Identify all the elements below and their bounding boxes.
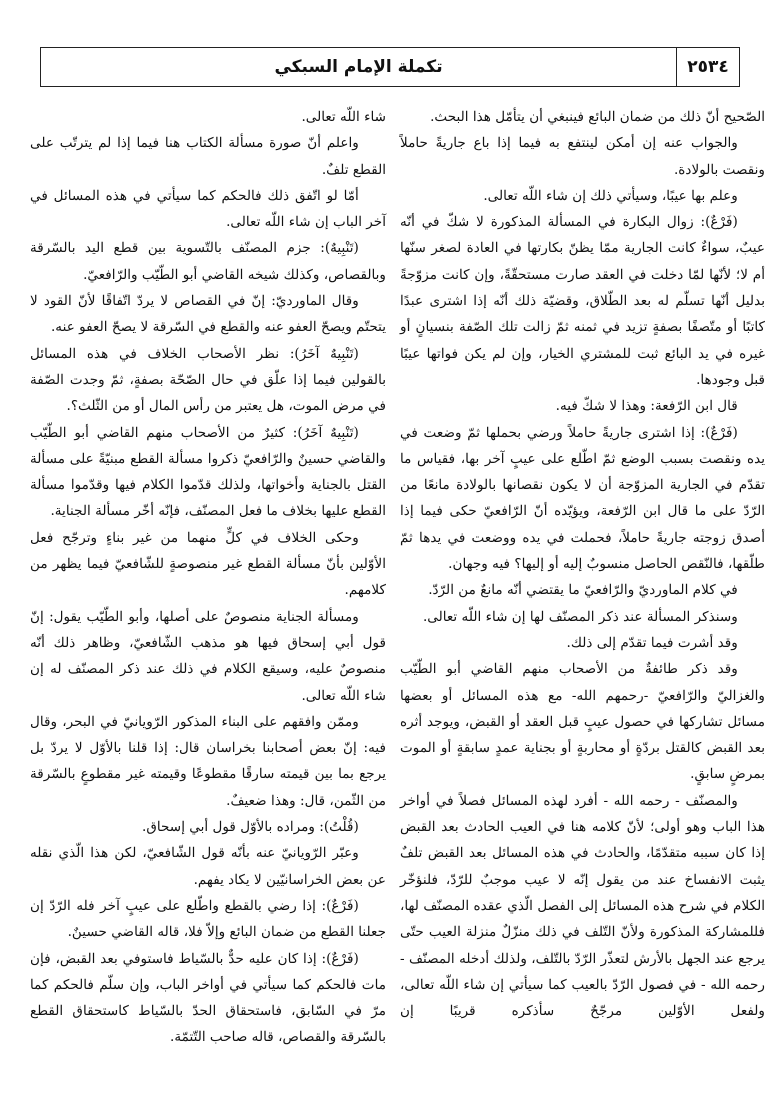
page-number: ٢٥٣٤: [676, 48, 739, 86]
paragraph: شاء اللّه تعالى.: [301, 109, 386, 125]
book-title: تكملة الإمام السبكي: [274, 57, 443, 77]
paragraph: واعلم أنّ صورة مسألة الكتاب هنا فيما إذا لم يترتّب على القطع تلفٌ.: [30, 135, 386, 178]
paragraph: (تَنْبِيهٌ آخَرُ): نظر الأصحاب الخلاف في هذه المسائل بالقولين فيما إذا علّق في حال الصّحّة بصفةٍ، ثمّ وجدت الصّفة في مرض الموت، هل يعتبر من رأس المال أو من الثّلث؟.: [30, 345, 386, 415]
paragraph: وقد أشرت فيما تقدّم إلى ذلك.: [566, 634, 738, 651]
paragraph: ومسألة الجناية منصوصٌ على أصلها، وأبو الطّيّب يقول: إنّ قول أبي إسحاق فيها هو مذهب الشّافعيّ، وظاهر ذلك أنّه منصوصٌ عليه، وسيقع الكلام في ذلك عند ذكر المصنّف له إن شاء اللّه تعالى.: [30, 608, 386, 704]
paragraph: في كلام الماورديّ والرّافعيّ ما يقتضي أنّه مانعٌ من الرّدّ.: [428, 582, 738, 599]
paragraph: (فَرْعٌ): إذا كان عليه حدٌّ بالسّياط فاستوفي بعد القبض، فإن مات فالحكم كما سيأتي في أواخر الباب، وإن سلّم فالحكم كما مرّ في السّابق، فاستحقاق الحدّ بالسّياط كاستحقاق القطع بالسّرقة والقصاص، قاله صاحب التّتمّة.: [30, 950, 386, 1046]
paragraph: وحكى الخلاف في كلٍّ منهما من غير بناءٍ وترجّح فعل الأوّلين بأنّ مسألة القطع غير منصوصةٍ للشّافعيّ فيما يظهر من كلامهم.: [30, 529, 386, 599]
paragraph: والمصنّف - رحمه الله - أفرد لهذه المسائل فصلاً في أواخر هذا الباب وهو أولى؛ لأنّ كلامه هنا في العيب الحادث بعد القبض إذا كان سببه متقدّمًا، والحادث في هذه المسائل بعد القبض تلفٌ يثبت الانفساخ عند من يقول إنّه لا عيب موجبٌ للرّدّ، فلنؤخّر الكلام في شرح هذه المسائل إلى الفصل الّذي عقده المصنّف لها، فللمشاركة المذكورة ولأنّ التّلف في ذلك منزّلٌ منزلة العيب حتّى يرجع عند الجهل بالأرش لتعذّر الرّدّ بالتّلف، ولذلك أدخله المصنّف - رحمه الله - في فصول الرّدّ بالعيب كما سيأتي إن شاء اللّه تعالى، ولفعل الأوّلين مرجّحٌ سأذكره قريبًا إن: [400, 792, 765, 1020]
paragraph: وعبّر الرّويانيّ عنه بأنّه قول الشّافعيّ، لكن هذا الّذي نقله عن بعض الخراسانيّين لا يكاد يفهم.: [30, 845, 386, 888]
paragraph: (فَرْعٌ): إذا اشترى جاريةً حاملاً ورضي بحملها ثمّ وضعت في يده ونقصت بسبب الوضع ثمّ اطّلع على عيبٍ آخر بها، فقياس ما تقدّم في الجارية المزوّجة أن لا يكون نقصانها بالولادة مانعًا من الرّدّ على ما قال ابن الرّفعة، ويؤيّده أنّ الرّافعيّ حكى فيما إذا أصدق زوجته جاريةً حاملاً، فحملت في يده ووضعت في يدها ثمّ طلّقها، فالنّقص الحاصل منسوبٌ إليه أو إليها؟ فيه وجهان.: [400, 424, 765, 573]
paragraph: (فَرْعٌ): زوال البكارة في المسألة المذكورة لا شكّ في أنّه عيبٌ، سواءٌ كانت الجارية ممّا يظنّ بكارتها في العادة لصغر سنّها أم لا؛ لأنّها لمّا دخلت في العقد صارت مستحقّةً، وإن كانت مزوّجةً بدليل أنّها تسلّم له بعد الطّلاق، وقضيّة ذلك أنّه إذا اشترى عبدًا كاتبًا أو متّصفًا بصفةٍ تزيد في ثمنه ثمّ زالت تلك الصّفة بنسيانٍ أو غيره في يد البائع ثبت للمشتري الخيار، وإن لم يكن فواتها عيبًا قبل وجودها.: [400, 214, 765, 388]
paragraph: والجواب عنه إن أمكن لينتفع به فيما إذا باع جاريةً حاملاً ونقصت بالولادة.: [400, 135, 765, 178]
paragraph: (فَرْعٌ): إذا رضي بالقطع واطّلع على عيبٍ آخر فله الرّدّ إن جعلنا القطع من ضمان البائع وإلاّ فلا، قاله القاضي حسينٌ.: [30, 897, 386, 941]
running-header: [40, 47, 740, 87]
paragraph: الصّحيح أنّ ذلك من ضمان البائع فينبغي أن يتأمّل هذا البحث.: [430, 109, 765, 125]
paragraph: (قُلْتُ): ومراده بالأوّل قول أبي إسحاق.: [142, 819, 359, 836]
paragraph: (تَنْبِيهٌ آخَرُ): كثيرٌ من الأصحاب منهم القاضي أبو الطّيّب والقاضي حسينٌ والرّافعيّ ذكروا مسألة القطع مبنيّةً على مسألة القتل بالجناية وأخواتها، ولذلك قدّموا الكلام فيها وقدّموا مسألة القطع عليها بخلاف ما فعل المصنّف، فإنّه أخّر مسألة الجناية.: [30, 424, 386, 520]
paragraph: أمّا لو اتّفق ذلك فالحكم كما سيأتي في هذه المسائل في آخر الباب إن شاء اللّه تعالى.: [30, 187, 386, 231]
paragraph: قال ابن الرّفعة: وهذا لا شكّ فيه.: [555, 398, 738, 415]
paragraph: وممّن وافقهم على البناء المذكور الرّويانيّ في البحر، وقال فيه: إنّ بعض أصحابنا بخراسان قال: إذا قلنا بالأوّل لا يردّ بل يرجع بما بين قيمته سارقًا مقطوعًا وقيمته غير مقطوعٍ بالسّرقة من الثّمن، قال: وهذا ضعيفٌ.: [30, 713, 386, 809]
paragraph: وسنذكر المسألة عند ذكر المصنّف لها إن شاء اللّه تعالى.: [422, 608, 738, 625]
paragraph: (تَنْبِيهٌ): جزم المصنّف بالتّسوية بين قطع اليد بالسّرقة وبالقصاص، وكذلك شيخه القاضي أبو الطّيّب والرّافعيّ.: [30, 240, 386, 283]
paragraph: وقد ذكر طائفةٌ من الأصحاب منهم القاضي أبو الطّيّب والغزاليّ والرّافعيّ -رحمهم الله- مع هذه المسائل أو بعضها مسائل تشاركها في حصول عيبٍ قبل العقد أو القبض، ويوجد أثره بعد القبض كالقتل بردّةٍ أو محاربةٍ أو بجناية عمدٍ سابقةٍ أو الموت بمرضٍ سابقٍ.: [400, 661, 765, 783]
left-column: [30, 104, 386, 1051]
paragraph: وعلم بها عيبًا، وسيأتي ذلك إن شاء اللّه تعالى.: [483, 187, 738, 204]
right-column: [400, 104, 765, 1024]
paragraph: وقال الماورديّ: إنّ في القصاص لا يردّ اتّفاقًا لأنّ القود لا يتحتّم ويصحّ العفو عنه والقطع في السّرقة لا يصحّ العفو عنه.: [30, 293, 386, 336]
